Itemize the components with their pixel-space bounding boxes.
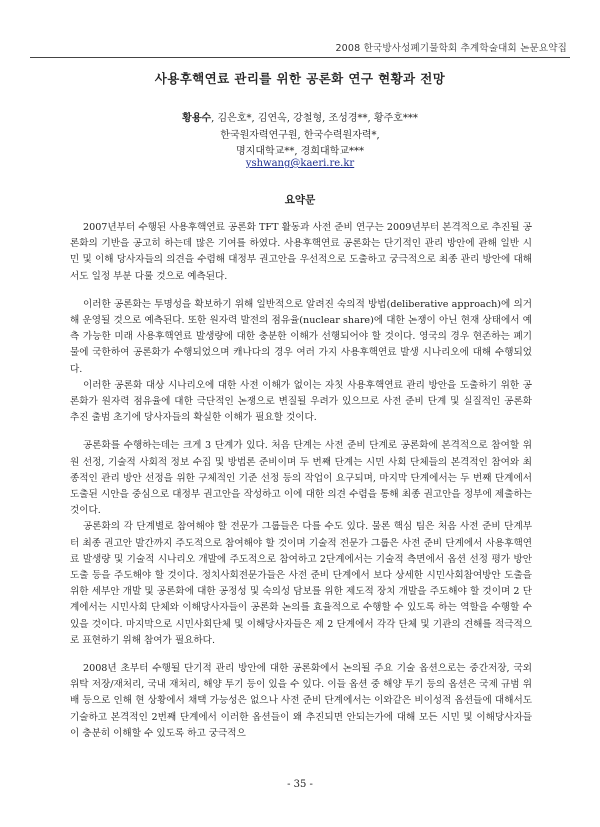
abstract-paragraph: 2008년 초부터 수행될 단기적 관리 방안에 대한 공론화에서 논의될 주요 기술 옵션으로는 중간저장, 국외 위탁 저장/재처리, 국내 재처리, 해양 투기 등이 있을 수 있다. 이들 옵션 중 해양 투기 등의 옵션은 국제 규범 위배 등으로 인해 현 상황에서 채택 가능성은 없으나 사전 준비 단계에서는 이와같은 비이성적 옵션들에 대해서도 기술하고 본격적인 2번째 단계에서 이러한 옵션들이 왜 추진되면 안되는가에 대해 모든 시민 및 이해당사자들이 충분히 이해할 수 있도록 하고 궁극적으 bbox=[70, 663, 532, 739]
abstract-paragraph: 이러한 공론화 대상 시나리오에 대한 사전 이해가 없이는 자칫 사용후핵연료 관리 방안을 도출하기 위한 공론화가 원자력 점유율에 대한 극단적인 논쟁으로 변질될 우려가 있으므로 사전 준비 단계 및 실질적인 공론화 추진 출범 초기에 당사자들의 확실한 이해가 필요할 것이다. bbox=[70, 379, 532, 424]
paper-title: 사용후핵연료 관리를 위한 공론화 연구 현황과 전망 bbox=[154, 71, 446, 86]
abstract-paragraph: 이러한 공론화는 투명성을 확보하기 위해 일반적으로 알려진 숙의적 방법(deliberative approach)에 의거해 운영될 것으로 예측된다. 또한 원자력 발전의 점유율(nuclear share)에 대한 논쟁이 아닌 현재 상태에서 예측 가능한 미래 사용후핵연료 발생량에 대한 충분한 이해가 선행되어야 할 것이다. 영국의 경우 현존하는 폐기물에 국한하여 공론화가 수행되었으며 캐나다의 경우 여러 가지 사용후핵연료 발생 시나리오에 대해 수행되었다. bbox=[70, 298, 532, 375]
affiliation-line-2: 명지대학교**, 경희대학교*** bbox=[236, 146, 364, 157]
abstract-paragraph: 2007년부터 수행된 사용후핵연료 공론화 TFT 활동과 사전 준비 연구는 2009년부터 본격적으로 추진될 공론화의 기반을 공고히 하는데 많은 기여를 하였다. 사용후핵연료 공론화는 단기적인 관리 방안에 관해 일반 시민 및 이해 당사자들의 의견을 수렴해 대정부 권고안을 우선적으로 도출하고 궁극적으로 최종 관리 방안에 대해서도 일정 부분 다룰 것으로 예측된다. bbox=[70, 222, 532, 282]
abstract-body bbox=[70, 220, 532, 754]
abstract-heading: 요약문 bbox=[284, 194, 316, 206]
abstract-paragraph: 공론화의 각 단계별로 참여해야 할 전문가 그룹들은 다를 수도 있다. 물론 핵심 팀은 처음 사전 준비 단계부터 최종 권고안 발간까지 주도적으로 참여해야 할 것이며 기술적 전문가 그룹은 사전 준비 단계에서 사용후핵연료 발생량 및 기술적 시나리오 개발에 주도적으로 참여하고 2단계에서는 기술적 측면에서 옵션 선정 평가 방안 도출 등을 주도해야 할 것이다. 정치사회전문가들은 사전 준비 단계에서 보다 상세한 시민사회참여방안 도출을 위한 세부안 개발 및 공론화에 대한 공정성 및 숙의성 담보를 위한 제도적 장치 개발을 주도해야 할 것이며 2 단계에서는 시민사회 단체와 이해당사자들이 공론화 논의를 효율적으로 수행할 수 있도록 하는 역할을 수행할 수 있을 것이다. 마지막으로 시민사회단체 및 이해당사자들은 제 2 단계에서 각각 단체 및 기관의 견해를 적극적으로 표현하기 위해 참여가 필요하다. bbox=[70, 521, 532, 646]
affiliation-line-1: 한국원자력연구원, 한국수력원자력*, bbox=[220, 130, 380, 141]
header-rule bbox=[30, 57, 570, 58]
abstract-paragraph: 공론화를 수행하는데는 크게 3 단계가 있다. 처음 단계는 사전 준비 단계로 공론화에 본격적으로 참여할 위원 선정, 기술적 사회적 정보 수집 및 방법론 준비이며 두 번째 단계는 시민 사회 단체들의 본격적인 참여와 최종적인 관리 방안 선정을 위한 구체적인 기준 선정 등의 작업이 요구되며, 마지막 단계에서는 두 번째 단계에서 도출된 시안을 중심으로 대정부 권고안을 작성하고 이에 대한 의견 수렴을 통해 최종 권고안을 정부에 제출하는 것이다. bbox=[70, 440, 532, 517]
author-list bbox=[0, 109, 600, 124]
running-header: 2008 한국방사성폐기물학회 추계학술대회 논문요약집 bbox=[335, 43, 567, 54]
coauthors: , 김은호*, 김연옥, 강철형, 조성경**, 황주호*** bbox=[211, 113, 418, 124]
page-number: - 35 - bbox=[287, 779, 313, 790]
main-author: 황용수 bbox=[182, 113, 212, 124]
author-email-link[interactable]: yshwang@kaeri.re.kr bbox=[245, 158, 355, 169]
